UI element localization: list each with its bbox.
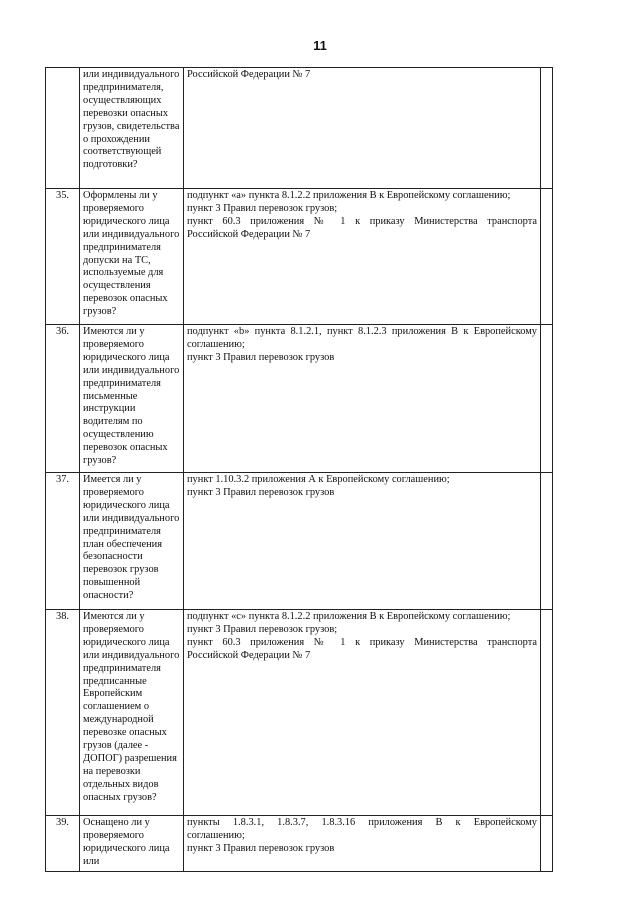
table-row (46, 473, 553, 610)
legal-reference (184, 68, 541, 189)
question-text: Оснащено ли у проверяемого юридического лица или (80, 816, 184, 872)
row-number (46, 68, 80, 189)
answer-cell (541, 68, 553, 189)
row-number: 38. (46, 610, 80, 816)
question-text: Имеются ли у проверяемого юридического лица или индивидуального предпринимателя предписанные Европейским соглашением о международной перевозке опасных грузов (далее - ДОПОГ) разрешения на перевозки отдельных видов опасных грузов? (80, 610, 184, 816)
answer-cell (541, 816, 553, 872)
table-row (46, 189, 553, 325)
legal-reference (184, 816, 541, 872)
reference-line: Российской Федерации № 7 (187, 228, 311, 240)
table-row (46, 610, 553, 816)
page-number: 11 (313, 38, 327, 53)
question-text: Имеется ли у проверяемого юридического лица или индивидуального предпринимателя план обеспечения безопасности перевозок грузов повышенной опасности? (80, 473, 184, 610)
table-row (46, 816, 553, 872)
question-text: Оформлены ли у проверяемого юридического лица или индивидуального предпринимателя допуски на ТС, используемые для осуществления перевозок опасных грузов? (80, 189, 184, 325)
legal-reference (184, 189, 541, 325)
row-number: 37. (46, 473, 80, 610)
reference-line: пункт 60.3 приложения № 1 к приказу Министерства транспорта (187, 215, 537, 227)
answer-cell (541, 325, 553, 473)
legal-reference (184, 610, 541, 816)
question-text: Имеются ли у проверяемого юридического лица или индивидуального предпринимателя письменные инструкции водителям по осуществлению перевозок опасных грузов? (80, 325, 184, 473)
reference-line: подпункт «a» пункта 8.1.2.2 приложения В к Европейскому соглашению; (187, 190, 511, 201)
row-number: 36. (46, 325, 80, 473)
checklist-table (45, 67, 553, 872)
reference-line: пункт 3 Правил перевозок грузов (187, 351, 335, 363)
reference-line: соглашению; (187, 829, 245, 841)
reference-line: пункт 1.10.3.2 приложения А к Европейскому соглашению; (187, 474, 450, 485)
reference-line: Российской Федерации № 7 (187, 649, 311, 661)
legal-reference (184, 473, 541, 610)
reference-line: пункт 3 Правил перевозок грузов (187, 486, 335, 498)
question-text: или индивидуального предпринимателя, осуществляющих перевозки опасных грузов, свидетельства о прохождении соответствующей подготовки? (80, 68, 184, 189)
table-row (46, 68, 553, 189)
reference-line: соглашению; (187, 338, 245, 350)
reference-line: пункт 3 Правил перевозок грузов (187, 842, 335, 854)
reference-line: Российской Федерации № 7 (187, 69, 311, 80)
legal-reference (184, 325, 541, 473)
answer-cell (541, 473, 553, 610)
table-row (46, 325, 553, 473)
reference-line: пункт 60.3 приложения № 1 к приказу Министерства транспорта (187, 636, 537, 648)
reference-line: подпункт «b» пункта 8.1.2.1, пункт 8.1.2.3 приложения В к Европейскому (187, 326, 537, 337)
row-number: 35. (46, 189, 80, 325)
answer-cell (541, 610, 553, 816)
reference-line: пункт 3 Правил перевозок грузов; (187, 202, 338, 214)
answer-cell (541, 189, 553, 325)
reference-line: пункт 3 Правил перевозок грузов; (187, 623, 338, 635)
reference-line: пункты 1.8.3.1, 1.8.3.7, 1.8.3.16 приложения В к Европейскому (187, 817, 537, 828)
reference-line: подпункт «c» пункта 8.1.2.2 приложения В к Европейскому соглашению; (187, 611, 511, 622)
row-number: 39. (46, 816, 80, 872)
